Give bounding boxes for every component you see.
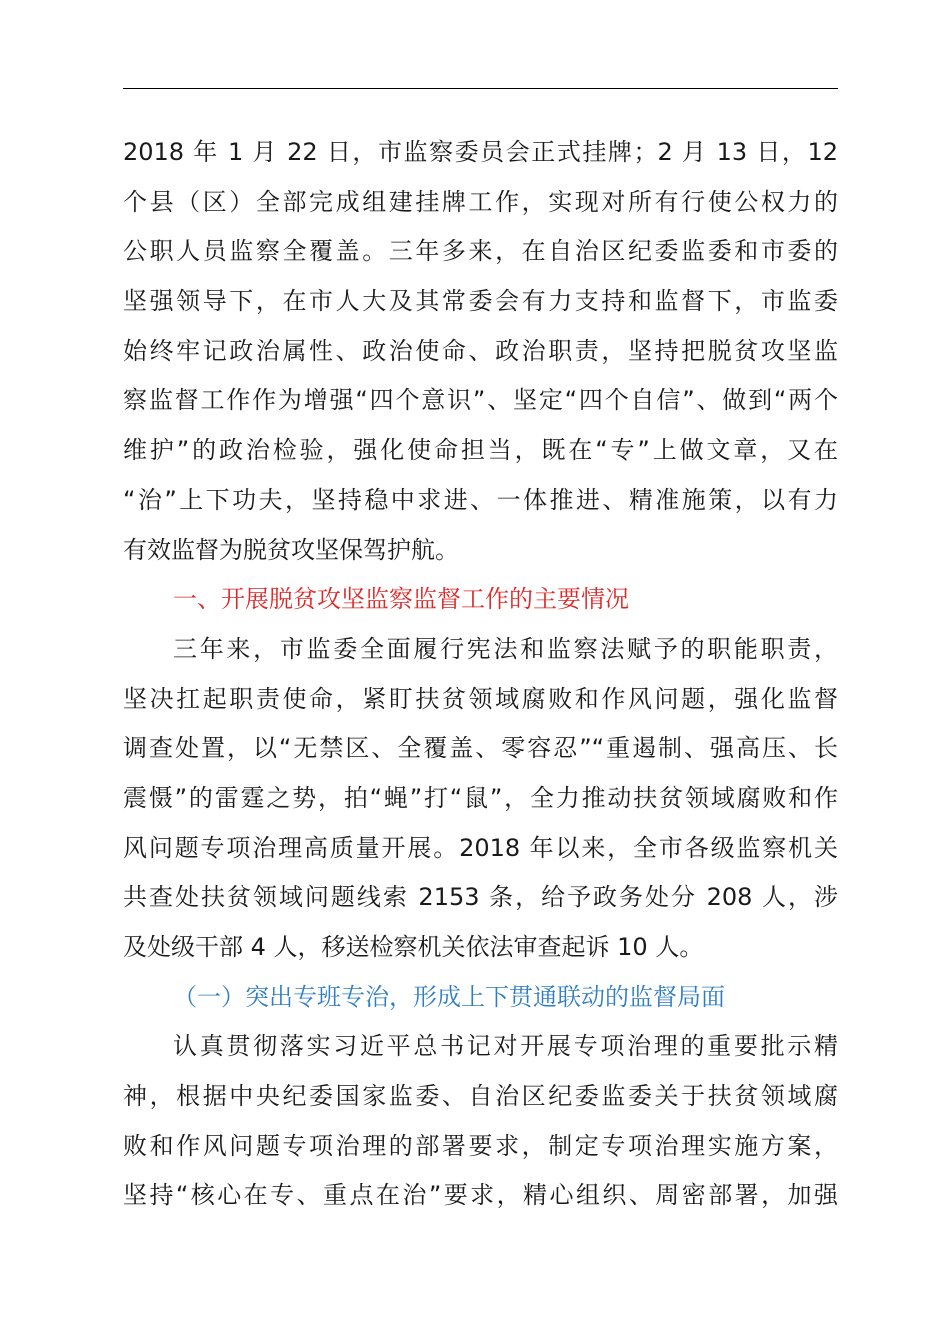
section-heading-1: 一、开展脱贫攻坚监察监督工作的主要情况 xyxy=(173,585,629,614)
text-line: 风问题专项治理高质量开展。2018 年以来，全市各级监察机关 xyxy=(123,833,838,862)
text-line: 察监督工作作为增强“四个意识”、坚定“四个自信”、做到“两个 xyxy=(123,386,838,415)
text-line: 调查处置，以“无禁区、全覆盖、零容忍”“重遏制、强高压、长 xyxy=(123,734,838,763)
paragraph-last-line: 及处级干部 4 人，移送检察机关依法审查起诉 10 人。 xyxy=(123,933,704,961)
subsection-heading-1: （一）突出专班专治，形成上下贯通联动的监督局面 xyxy=(173,982,725,1011)
text-line: 坚决扛起职责使命，紧盯扶贫领域腐败和作风问题，强化监督 xyxy=(123,684,838,713)
text-line: 神，根据中央纪委国家监委、自治区纪委监委关于扶贫领域腐 xyxy=(123,1082,838,1111)
text-line: 始终牢记政治属性、政治使命、政治职责，坚持把脱贫攻坚监 xyxy=(123,336,838,365)
text-line: 败和作风问题专项治理的部署要求，制定专项治理实施方案， xyxy=(123,1131,838,1160)
header-rule xyxy=(123,88,838,89)
text-line: “治”上下功夫，坚持稳中求进、一体推进、精准施策，以有力 xyxy=(123,485,838,514)
paragraph-last-line: 有效监督为脱贫攻坚保驾护航。 xyxy=(123,535,459,564)
paragraph-first-line: 三年来，市监委全面履行宪法和监察法赋予的职能职责， xyxy=(173,634,838,663)
text-line: 共查处扶贫领域问题线索 2153 条，给予政务处分 208 人，涉 xyxy=(123,883,838,912)
text-line: 震慑”的雷霆之势，拍“蝇”打“鼠”，全力推动扶贫领域腐败和作 xyxy=(123,783,838,812)
text-line: 个县（区）全部完成组建挂牌工作，实现对所有行使公权力的 xyxy=(123,187,838,216)
text-line: 坚强领导下，在市人大及其常委会有力支持和监督下，市监委 xyxy=(123,287,838,316)
text-line: 2018 年 1 月 22 日，市监察委员会正式挂牌；2 月 13 日，12 xyxy=(123,138,838,166)
document-body xyxy=(123,128,838,1221)
text-line: 维护”的政治检验，强化使命担当，既在“专”上做文章，又在 xyxy=(123,436,838,465)
text-line: 公职人员监察全覆盖。三年多来，在自治区纪委监委和市委的 xyxy=(123,237,838,266)
paragraph-first-line: 认真贯彻落实习近平总书记对开展专项治理的重要批示精 xyxy=(173,1032,838,1061)
text-line: 坚持“核心在专、重点在治”要求，精心组织、周密部署，加强 xyxy=(123,1181,838,1210)
